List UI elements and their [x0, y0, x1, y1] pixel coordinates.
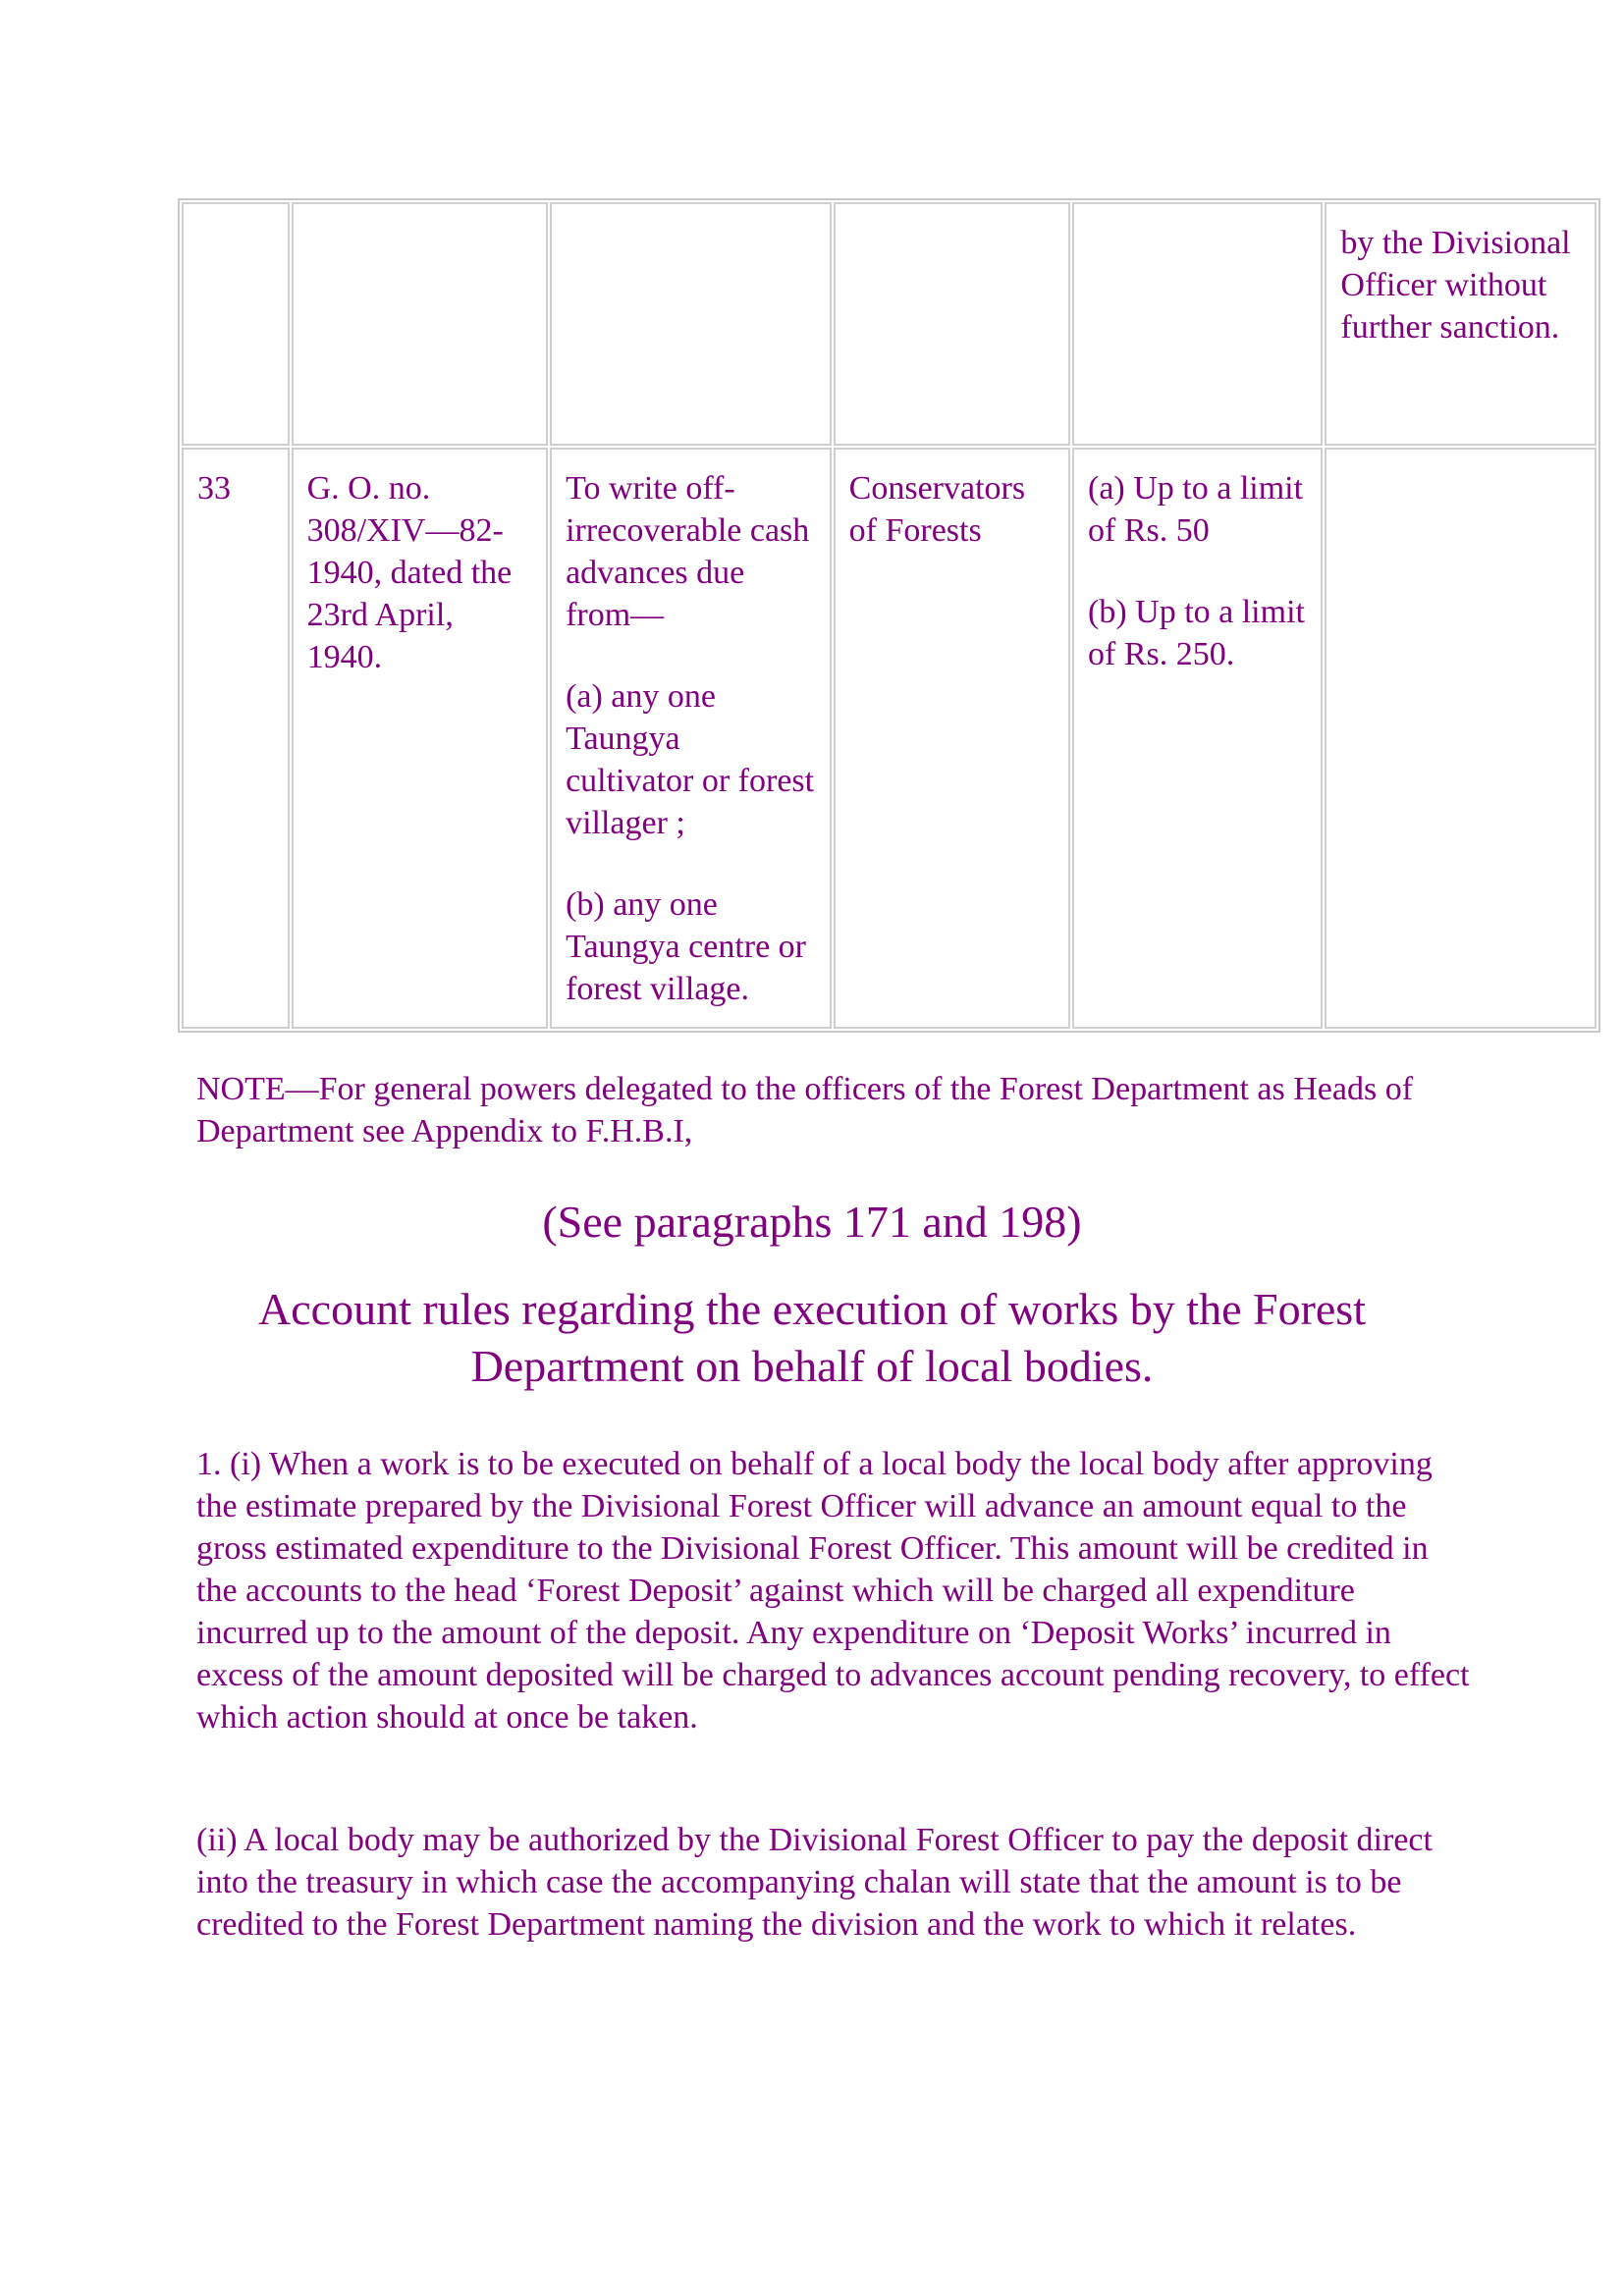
- cell-text: (a) any one Taungya cultivator or forest villager ;: [566, 678, 815, 841]
- table-cell-serial: [182, 448, 290, 1029]
- cell-text: (b) any one Taungya centre or forest village.: [566, 886, 807, 1007]
- table-cell-extent: [1072, 448, 1323, 1029]
- table-cell-remarks: [1325, 448, 1597, 1029]
- table-row: [182, 202, 1597, 446]
- cell-text: Conservators of Forests: [848, 470, 1026, 549]
- section-heading: Account rules regarding the execution of works by the Forest Department on behalf of local bodies.: [258, 1284, 1366, 1391]
- cell-text: G. O. no. 308/XIV—82-1940, dated the 23rd April, 1940.: [306, 470, 513, 675]
- table-cell-authority: [834, 448, 1070, 1029]
- table-cell-remarks: [1325, 202, 1597, 446]
- table-row: [182, 448, 1597, 1029]
- note-text: NOTE—For general powers delegated to the officers of the Forest Department as Heads of Department see Appendix to F.H.B.I,: [196, 1071, 1414, 1149]
- delegation-table: [178, 198, 1600, 1033]
- table-cell-serial: [182, 202, 290, 446]
- table-cell-nature-of-power: [550, 202, 832, 446]
- table-cell-nature-of-power: [550, 448, 832, 1029]
- table-cell-order: [292, 448, 548, 1029]
- see-paragraphs-reference: (See paragraphs 171 and 198): [542, 1197, 1082, 1247]
- cell-text: To write off-irrecoverable cash advances due from—: [566, 470, 810, 633]
- table-cell-order: [292, 202, 548, 446]
- cell-text: (b) Up to a limit of Rs. 250.: [1088, 594, 1305, 672]
- cell-text: by the Divisional Officer without further sanction.: [1340, 225, 1571, 346]
- cell-text: 33: [197, 470, 231, 507]
- cell-text: (a) Up to a limit of Rs. 50: [1088, 470, 1304, 549]
- rule-paragraph-2: (ii) A local body may be authorized by the Divisional Forest Officer to pay the deposit direct into the treasury in which case the accompanying chalan will state that the amount is to be credited to the Forest Department naming the division and the work to which it relates.: [196, 1822, 1433, 1943]
- table-cell-extent: [1072, 202, 1323, 446]
- rule-paragraph-1: 1. (i) When a work is to be executed on behalf of a local body the local body after approving the estimate prepared by the Divisional Forest Officer will advance an amount equal to the gross estimated expenditure to the Divisional Forest Officer. This amount will be credited in the accounts to the head ‘Forest Deposit’ against which will be charged all expenditure incurred up to the amount of the deposit. Any expenditure on ‘Deposit Works’ incurred in excess of the amount deposited will be charged to advances account pending recovery, to effect which action should at once be taken.: [196, 1446, 1470, 1735]
- table-cell-authority: [834, 202, 1070, 446]
